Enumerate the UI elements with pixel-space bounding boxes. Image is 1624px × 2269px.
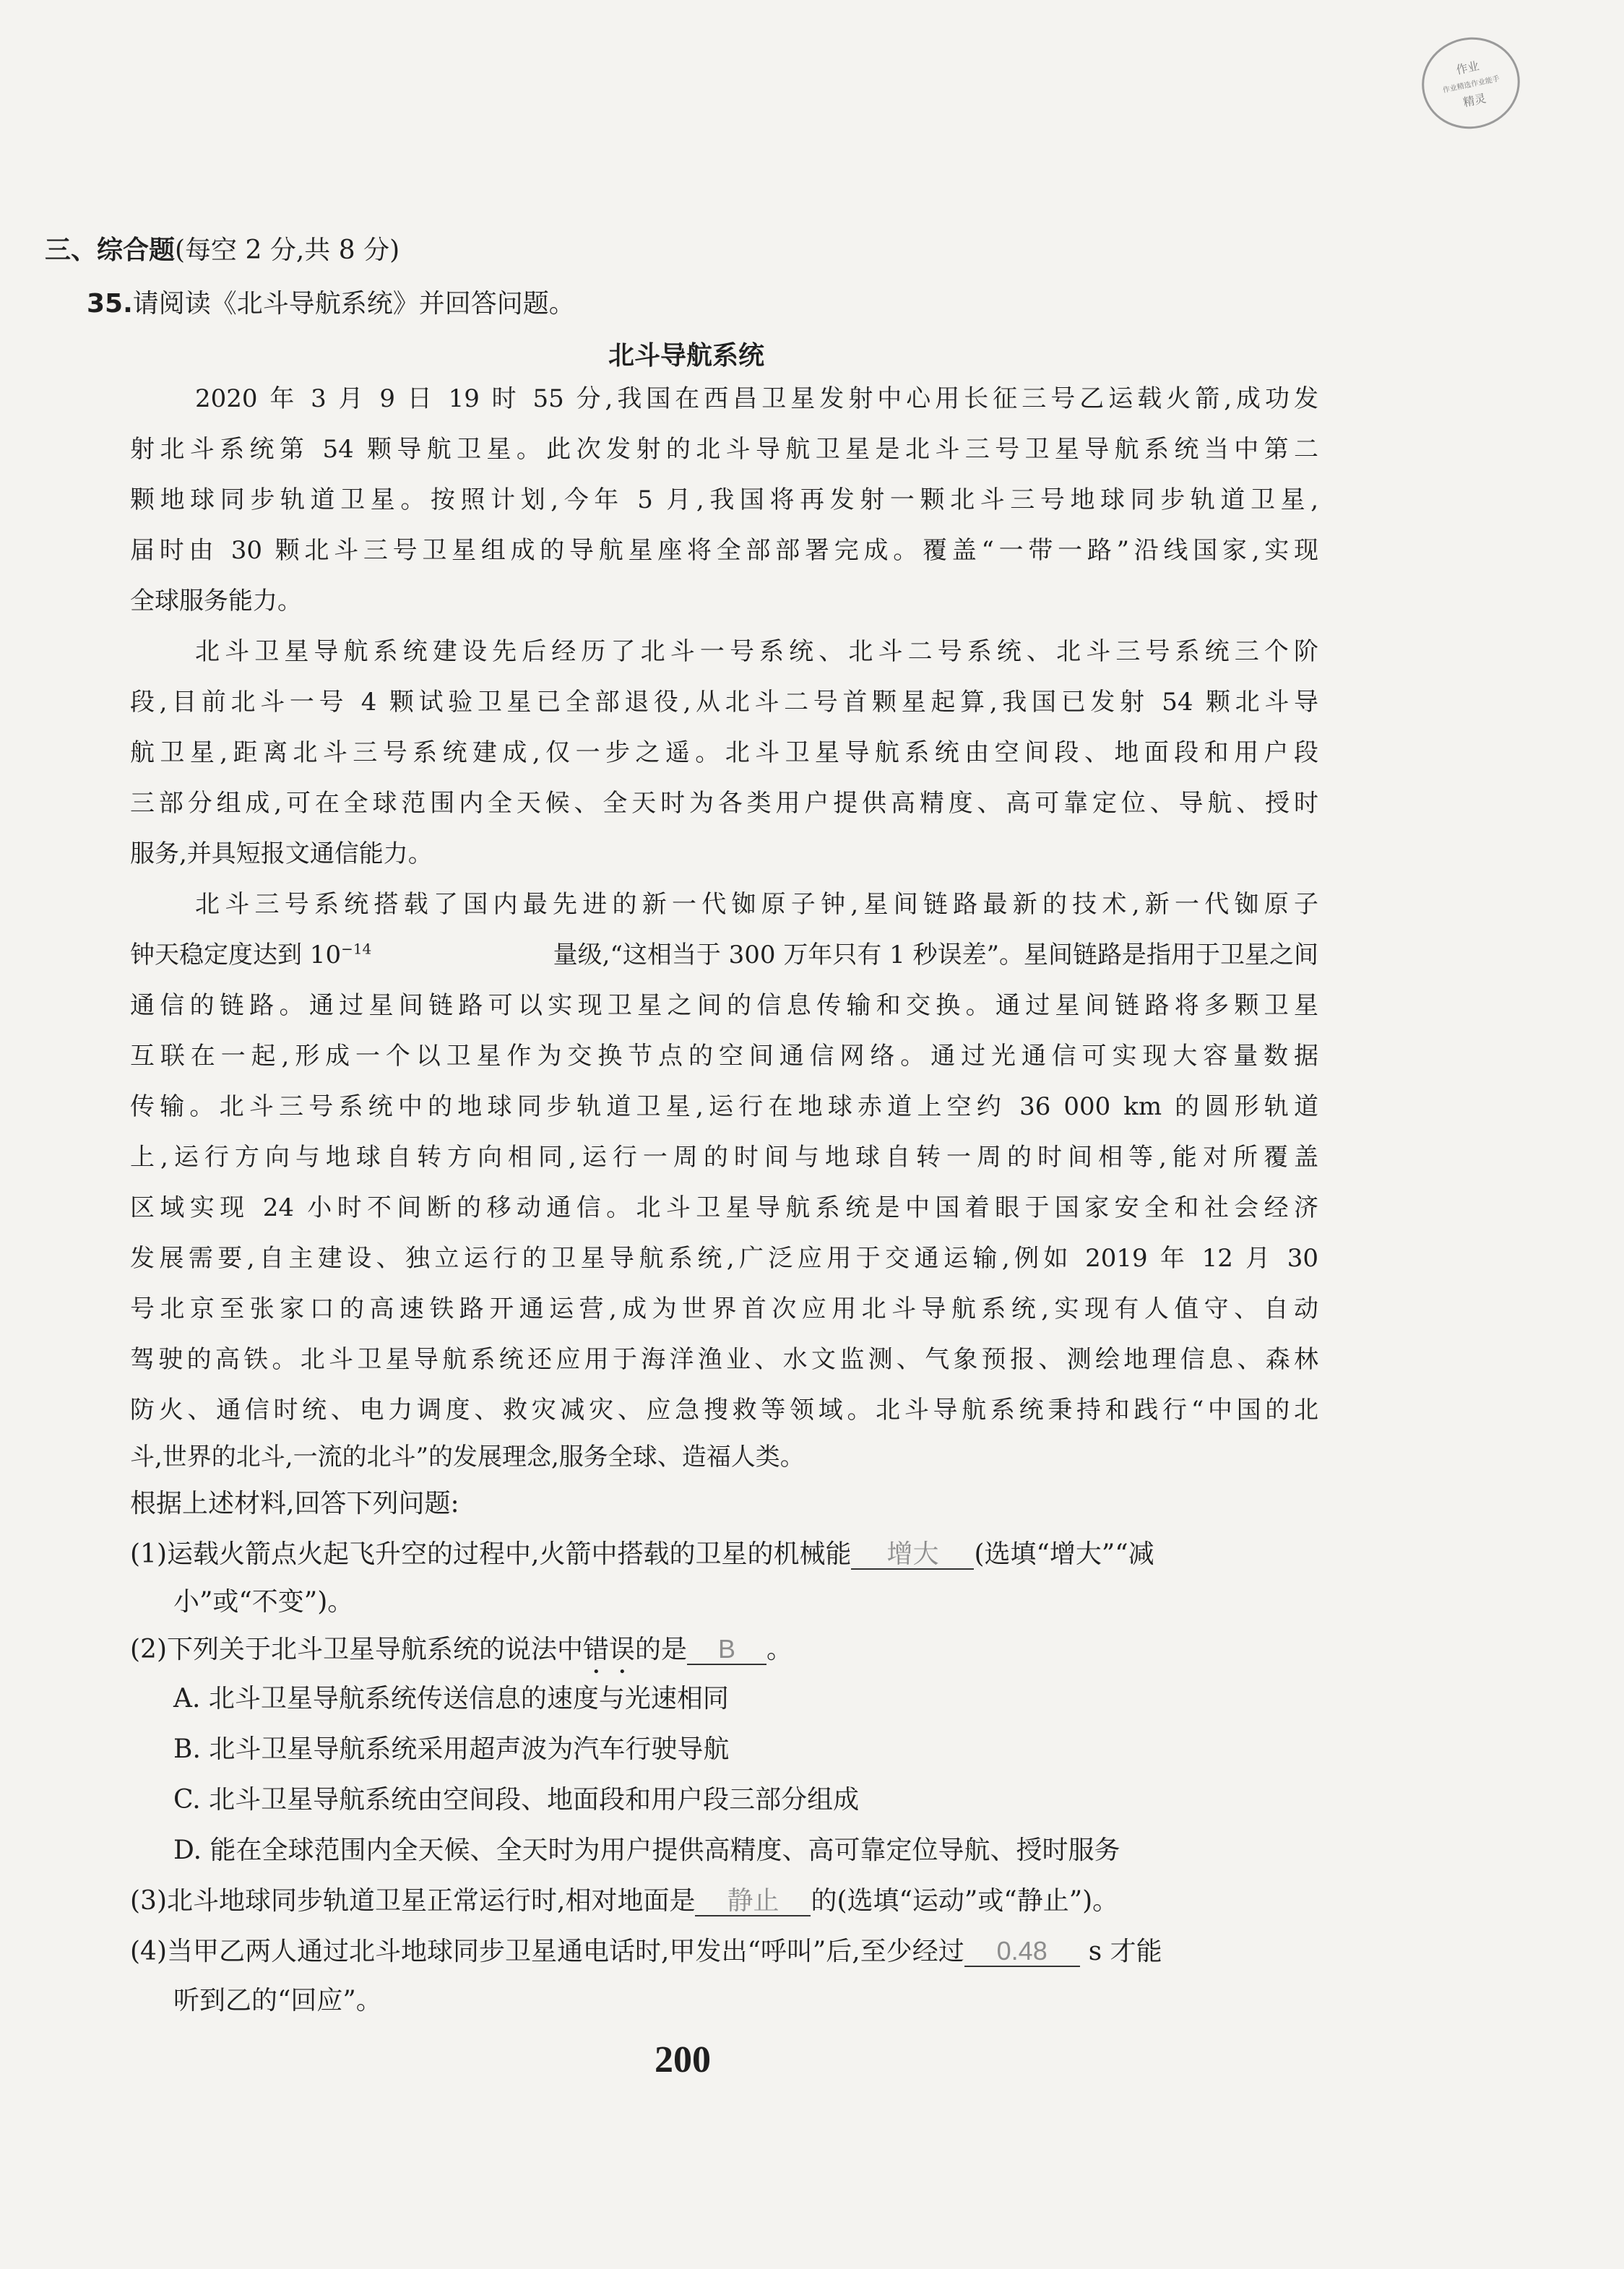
article-line: 全球服务能力。	[130, 587, 302, 615]
article-line: 区域实现 24 小时不间断的移动通信。北斗卫星导航系统是中国着眼于国家安全和社会经济	[130, 1193, 1318, 1222]
article-line-rest: 量级,“这相当于 300 万年只有 1 秒误差”。星间链路是指用于卫星之间	[553, 941, 1318, 969]
stamp-logo	[1413, 28, 1528, 138]
option-b: B. 北斗卫星导航系统采用超声波为汽车行驶导航	[173, 1734, 730, 1764]
answer-blank-4: 0.48	[964, 1937, 1080, 1967]
page-number: 200	[655, 2039, 711, 2080]
stamp-top-text: 作业	[1454, 58, 1481, 77]
stamp-bottom-text: 精灵	[1461, 90, 1487, 110]
question-text: 请阅读《北斗导航系统》并回答问题。	[132, 289, 575, 319]
article-line: 斗,世界的北斗,一流的北斗”的发展理念,服务全球、造福人类。	[130, 1443, 805, 1471]
question-4-continued: 听到乙的“回应”。	[173, 1986, 382, 2015]
section-title: 三、综合题	[45, 235, 176, 265]
question-3: (3)北斗地球同步轨道卫星正常运行时,相对地面是 静止 的(选填“运动”或“静止”)。	[130, 1885, 1119, 1916]
emphasized-word: 错误	[583, 1635, 636, 1664]
article-line: 2020 年 3 月 9 日 19 时 55 分,我国在西昌卫星发射中心用长征三号乙运载火箭,成功发	[195, 384, 1318, 413]
article-title: 北斗导航系统	[608, 341, 764, 371]
option-a: A. 北斗卫星导航系统传送信息的速度与光速相同	[173, 1684, 729, 1713]
article-line: 射北斗系统第 54 颗导航卫星。此次发射的北斗导航卫星是北斗三号卫星导航系统当中第二	[130, 435, 1318, 464]
question-intro	[87, 283, 575, 320]
article-line: 航卫星,距离北斗三号系统建成,仅一步之遥。北斗卫星导航系统由空间段、地面段和用户段	[130, 738, 1318, 767]
stability-value: 钟天稳定度达到 $10^{-14}$	[130, 940, 372, 969]
answer-blank-1: 增大	[851, 1539, 974, 1570]
question-number: 35.	[87, 289, 133, 319]
section-scoring-note: (每空 2 分,共 8 分)	[175, 235, 400, 265]
article-line-exponent	[130, 941, 1318, 969]
question-1-continued: 小”或“不变”)。	[173, 1587, 354, 1617]
questions-prompt: 根据上述材料,回答下列问题:	[130, 1489, 459, 1518]
article-line: 届时由 30 颗北斗三号卫星组成的导航星座将全部部署完成。覆盖“一带一路”沿线国家,实现	[130, 536, 1318, 565]
answer-blank-2: B	[687, 1635, 766, 1665]
question-2: (2)下列关于北斗卫星导航系统的说法中错误的是 B 。	[130, 1634, 793, 1664]
article-line: 驾驶的高铁。北斗卫星导航系统还应用于海洋渔业、水文监测、气象预报、测绘地理信息、森林	[130, 1345, 1318, 1374]
article-line: 服务,并具短报文通信能力。	[130, 839, 433, 868]
article-line: 颗地球同步轨道卫星。按照计划,今年 5 月,我国将再发射一颗北斗三号地球同步轨道卫星,	[130, 485, 1318, 514]
article-line: 互联在一起,形成一个以卫星作为交换节点的空间通信网络。通过光通信可实现大容量数据	[130, 1042, 1318, 1071]
answer-blank-3: 静止	[695, 1886, 811, 1916]
article-line: 号北京至张家口的高速铁路开通运营,成为世界首次应用北斗导航系统,实现有人值守、自动	[130, 1295, 1318, 1323]
section-heading	[45, 230, 399, 267]
article-line: 三部分组成,可在全球范围内全天候、全天时为各类用户提供高精度、高可靠定位、导航、授时	[130, 789, 1318, 818]
article-line: 北斗卫星导航系统建设先后经历了北斗一号系统、北斗二号系统、北斗三号系统三个阶	[195, 637, 1318, 666]
stability-exponent: −14	[341, 940, 372, 958]
article-line: 通信的链路。通过星间链路可以实现卫星之间的信息传输和交换。通过星间链路将多颗卫星	[130, 991, 1318, 1020]
question-1: (1)运载火箭点火起飞升空的过程中,火箭中搭载的卫星的机械能 增大 (选填“增大”“减	[130, 1539, 1154, 1569]
article-line: 上,运行方向与地球自转方向相同,运行一周的时间与地球自转一周的时间相等,能对所覆盖	[130, 1143, 1318, 1172]
article-line: 防火、通信时统、电力调度、救灾减灾、应急搜救等领域。北斗导航系统秉持和践行“中国的北	[130, 1396, 1318, 1425]
question-4: (4)当甲乙两人通过北斗地球同步卫星通电话时,甲发出“呼叫”后,至少经过 0.48 s 才能	[130, 1936, 1162, 1966]
article-line: 段,目前北斗一号 4 颗试验卫星已全部退役,从北斗二号首颗星起算,我国已发射 54 颗北斗导	[130, 688, 1318, 717]
stamp-middle-text: 作业精选作业能手	[1442, 74, 1500, 95]
option-d: D. 能在全球范围内全天候、全天时为用户提供高精度、高可靠定位导航、授时服务	[173, 1836, 1120, 1865]
article-line: 传输。北斗三号系统中的地球同步轨道卫星,运行在地球赤道上空约 36 000 km 的圆形轨道	[130, 1092, 1318, 1121]
article-line: 发展需要,自主建设、独立运行的卫星导航系统,广泛应用于交通运输,例如 2019 年 12 月 30	[130, 1244, 1318, 1273]
article-line: 北斗三号系统搭载了国内最先进的新一代铷原子钟,星间链路最新的技术,新一代铷原子	[195, 890, 1318, 919]
option-c: C. 北斗卫星导航系统由空间段、地面段和用户段三部分组成	[173, 1785, 860, 1815]
